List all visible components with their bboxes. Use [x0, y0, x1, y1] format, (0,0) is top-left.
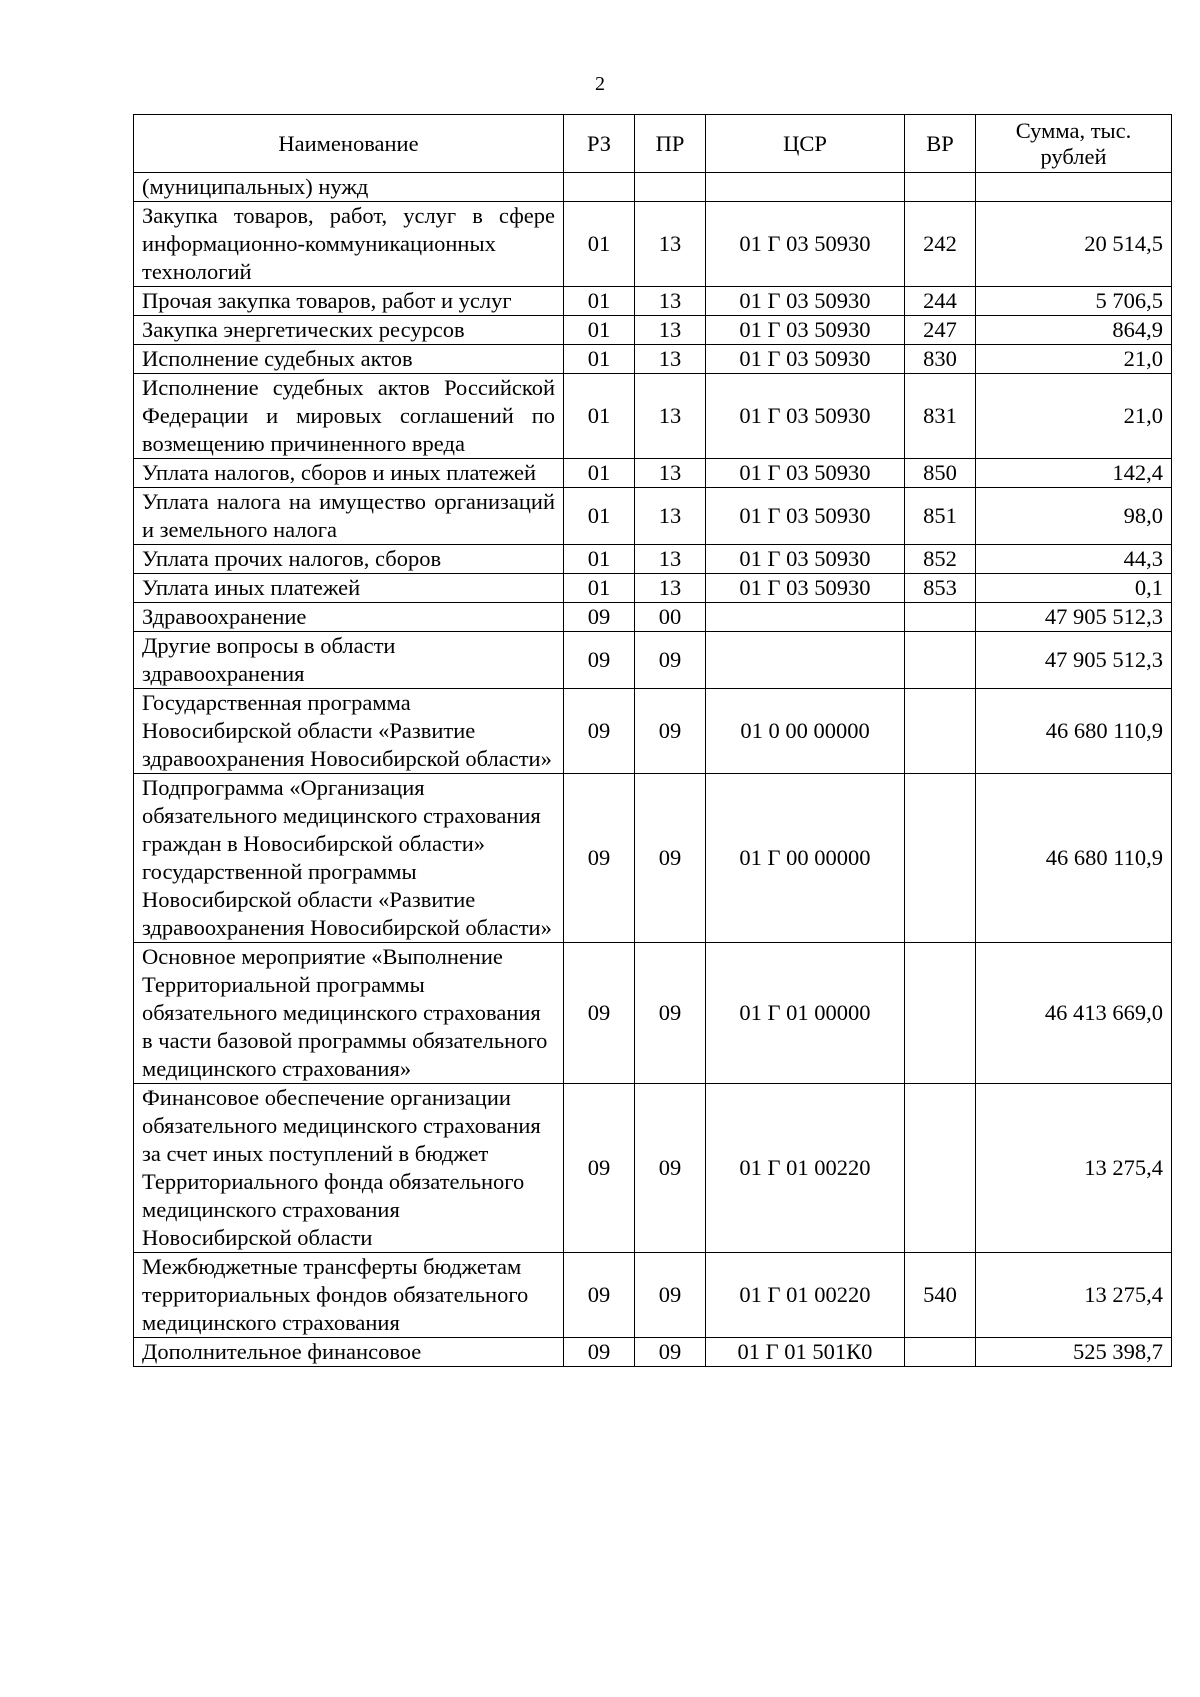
- cell-csr: 01 Г 03 50930: [706, 202, 905, 287]
- cell-name: Уплата иных платежей: [134, 574, 564, 603]
- cell-vr: [905, 774, 976, 943]
- cell-rz: 09: [564, 1084, 635, 1253]
- cell-name: (муниципальных) нужд: [134, 173, 564, 202]
- cell-pr: 13: [635, 316, 706, 345]
- cell-csr: [706, 632, 905, 689]
- cell-name: Дополнительное финансовое: [134, 1338, 564, 1367]
- cell-name: Уплата налога на имущество организаций и земельного налога: [134, 488, 564, 545]
- table-row: [134, 689, 1172, 774]
- cell-rz: [564, 173, 635, 202]
- cell-name: Прочая закупка товаров, работ и услуг: [134, 287, 564, 316]
- table-row: [134, 316, 1172, 345]
- cell-sum: 47 905 512,3: [976, 603, 1172, 632]
- cell-vr: [905, 1084, 976, 1253]
- cell-pr: 13: [635, 574, 706, 603]
- cell-pr: 09: [635, 689, 706, 774]
- header-sum: Сумма, тыс. рублей: [976, 115, 1172, 173]
- budget-table: [133, 114, 1172, 1367]
- cell-pr: 09: [635, 943, 706, 1084]
- cell-rz: 09: [564, 603, 635, 632]
- table-row: [134, 774, 1172, 943]
- cell-rz: 01: [564, 574, 635, 603]
- cell-name: Основное мероприятие «Выполнение Территориальной программы обязательного медицинского страхования в части базовой программы обязательного медицинского страхования»: [134, 943, 564, 1084]
- header-name: Наименование: [134, 115, 564, 173]
- cell-csr: 01 Г 03 50930: [706, 488, 905, 545]
- cell-rz: 09: [564, 632, 635, 689]
- cell-sum: 21,0: [976, 374, 1172, 459]
- cell-pr: 09: [635, 1084, 706, 1253]
- cell-sum: 44,3: [976, 545, 1172, 574]
- cell-sum: 864,9: [976, 316, 1172, 345]
- cell-vr: 242: [905, 202, 976, 287]
- cell-csr: 01 Г 00 00000: [706, 774, 905, 943]
- cell-csr: [706, 173, 905, 202]
- table-row: [134, 173, 1172, 202]
- cell-rz: 01: [564, 459, 635, 488]
- cell-vr: [905, 632, 976, 689]
- table-header-row: [134, 115, 1172, 173]
- table-row: [134, 632, 1172, 689]
- cell-csr: 01 Г 01 00220: [706, 1253, 905, 1338]
- cell-name: Исполнение судебных актов: [134, 345, 564, 374]
- cell-sum: 46 680 110,9: [976, 774, 1172, 943]
- cell-csr: 01 0 00 00000: [706, 689, 905, 774]
- cell-sum: 142,4: [976, 459, 1172, 488]
- cell-pr: 13: [635, 459, 706, 488]
- cell-csr: 01 Г 03 50930: [706, 545, 905, 574]
- cell-name: Исполнение судебных актов Российской Федерации и мировых соглашений по возмещению причиненного вреда: [134, 374, 564, 459]
- cell-rz: 09: [564, 689, 635, 774]
- cell-csr: 01 Г 03 50930: [706, 574, 905, 603]
- cell-sum: 46 680 110,9: [976, 689, 1172, 774]
- cell-csr: [706, 603, 905, 632]
- cell-rz: 09: [564, 774, 635, 943]
- cell-pr: 13: [635, 545, 706, 574]
- cell-csr: 01 Г 01 00220: [706, 1084, 905, 1253]
- cell-name: Уплата прочих налогов, сборов: [134, 545, 564, 574]
- header-rz: РЗ: [564, 115, 635, 173]
- cell-rz: 01: [564, 488, 635, 545]
- cell-vr: [905, 943, 976, 1084]
- cell-pr: 09: [635, 1338, 706, 1367]
- cell-pr: 09: [635, 1253, 706, 1338]
- cell-name: Закупка энергетических ресурсов: [134, 316, 564, 345]
- table-row: [134, 345, 1172, 374]
- cell-vr: 244: [905, 287, 976, 316]
- cell-sum: 21,0: [976, 345, 1172, 374]
- cell-pr: 13: [635, 287, 706, 316]
- cell-pr: 13: [635, 202, 706, 287]
- cell-rz: 01: [564, 287, 635, 316]
- cell-vr: 247: [905, 316, 976, 345]
- cell-pr: 09: [635, 632, 706, 689]
- cell-csr: 01 Г 03 50930: [706, 316, 905, 345]
- page-number: 2: [595, 73, 605, 95]
- cell-rz: 01: [564, 202, 635, 287]
- cell-vr: 853: [905, 574, 976, 603]
- cell-vr: 831: [905, 374, 976, 459]
- table-row: [134, 1084, 1172, 1253]
- cell-name: Другие вопросы в области здравоохранения: [134, 632, 564, 689]
- table-row: [134, 287, 1172, 316]
- table-row: [134, 488, 1172, 545]
- cell-vr: [905, 173, 976, 202]
- table-row: [134, 943, 1172, 1084]
- cell-pr: 09: [635, 774, 706, 943]
- cell-name: Уплата налогов, сборов и иных платежей: [134, 459, 564, 488]
- cell-name: Здравоохранение: [134, 603, 564, 632]
- table-row: [134, 574, 1172, 603]
- cell-vr: [905, 1338, 976, 1367]
- cell-sum: 13 275,4: [976, 1253, 1172, 1338]
- cell-sum: 525 398,7: [976, 1338, 1172, 1367]
- table-row: [134, 545, 1172, 574]
- cell-sum: 47 905 512,3: [976, 632, 1172, 689]
- cell-csr: 01 Г 01 501К0: [706, 1338, 905, 1367]
- cell-csr: 01 Г 03 50930: [706, 345, 905, 374]
- cell-vr: 852: [905, 545, 976, 574]
- cell-name: Финансовое обеспечение организации обязательного медицинского страхования за счет иных поступлений в бюджет Территориального фонда обязательного медицинского страхования Новосибирской области: [134, 1084, 564, 1253]
- cell-csr: 01 Г 03 50930: [706, 374, 905, 459]
- table-row: [134, 459, 1172, 488]
- cell-pr: 00: [635, 603, 706, 632]
- table-row: [134, 603, 1172, 632]
- cell-csr: 01 Г 03 50930: [706, 459, 905, 488]
- cell-sum: 46 413 669,0: [976, 943, 1172, 1084]
- cell-sum: [976, 173, 1172, 202]
- cell-csr: 01 Г 01 00000: [706, 943, 905, 1084]
- cell-sum: 20 514,5: [976, 202, 1172, 287]
- cell-sum: 98,0: [976, 488, 1172, 545]
- cell-name: Закупка товаров, работ, услуг в сфере информационно-коммуникационных технологий: [134, 202, 564, 287]
- cell-pr: 13: [635, 345, 706, 374]
- table-row: [134, 374, 1172, 459]
- cell-vr: 540: [905, 1253, 976, 1338]
- cell-rz: 01: [564, 545, 635, 574]
- cell-rz: 01: [564, 345, 635, 374]
- cell-csr: 01 Г 03 50930: [706, 287, 905, 316]
- cell-rz: 01: [564, 374, 635, 459]
- header-csr: ЦСР: [706, 115, 905, 173]
- cell-sum: 13 275,4: [976, 1084, 1172, 1253]
- table-row: [134, 202, 1172, 287]
- cell-vr: 830: [905, 345, 976, 374]
- header-pr: ПР: [635, 115, 706, 173]
- cell-name: Подпрограмма «Организация обязательного медицинского страхования граждан в Новосибирской области» государственной программы Новосибирской области «Развитие здравоохранения Новосибирской области»: [134, 774, 564, 943]
- table-row: [134, 1253, 1172, 1338]
- cell-sum: 5 706,5: [976, 287, 1172, 316]
- cell-name: Межбюджетные трансферты бюджетам территориальных фондов обязательного медицинского страхования: [134, 1253, 564, 1338]
- cell-vr: [905, 689, 976, 774]
- cell-name: Государственная программа Новосибирской области «Развитие здравоохранения Новосибирской области»: [134, 689, 564, 774]
- header-vr: ВР: [905, 115, 976, 173]
- cell-rz: 01: [564, 316, 635, 345]
- cell-sum: 0,1: [976, 574, 1172, 603]
- cell-rz: 09: [564, 943, 635, 1084]
- cell-pr: 13: [635, 374, 706, 459]
- cell-pr: [635, 173, 706, 202]
- cell-rz: 09: [564, 1253, 635, 1338]
- cell-pr: 13: [635, 488, 706, 545]
- cell-vr: [905, 603, 976, 632]
- cell-vr: 850: [905, 459, 976, 488]
- cell-rz: 09: [564, 1338, 635, 1367]
- table-row: [134, 1338, 1172, 1367]
- cell-vr: 851: [905, 488, 976, 545]
